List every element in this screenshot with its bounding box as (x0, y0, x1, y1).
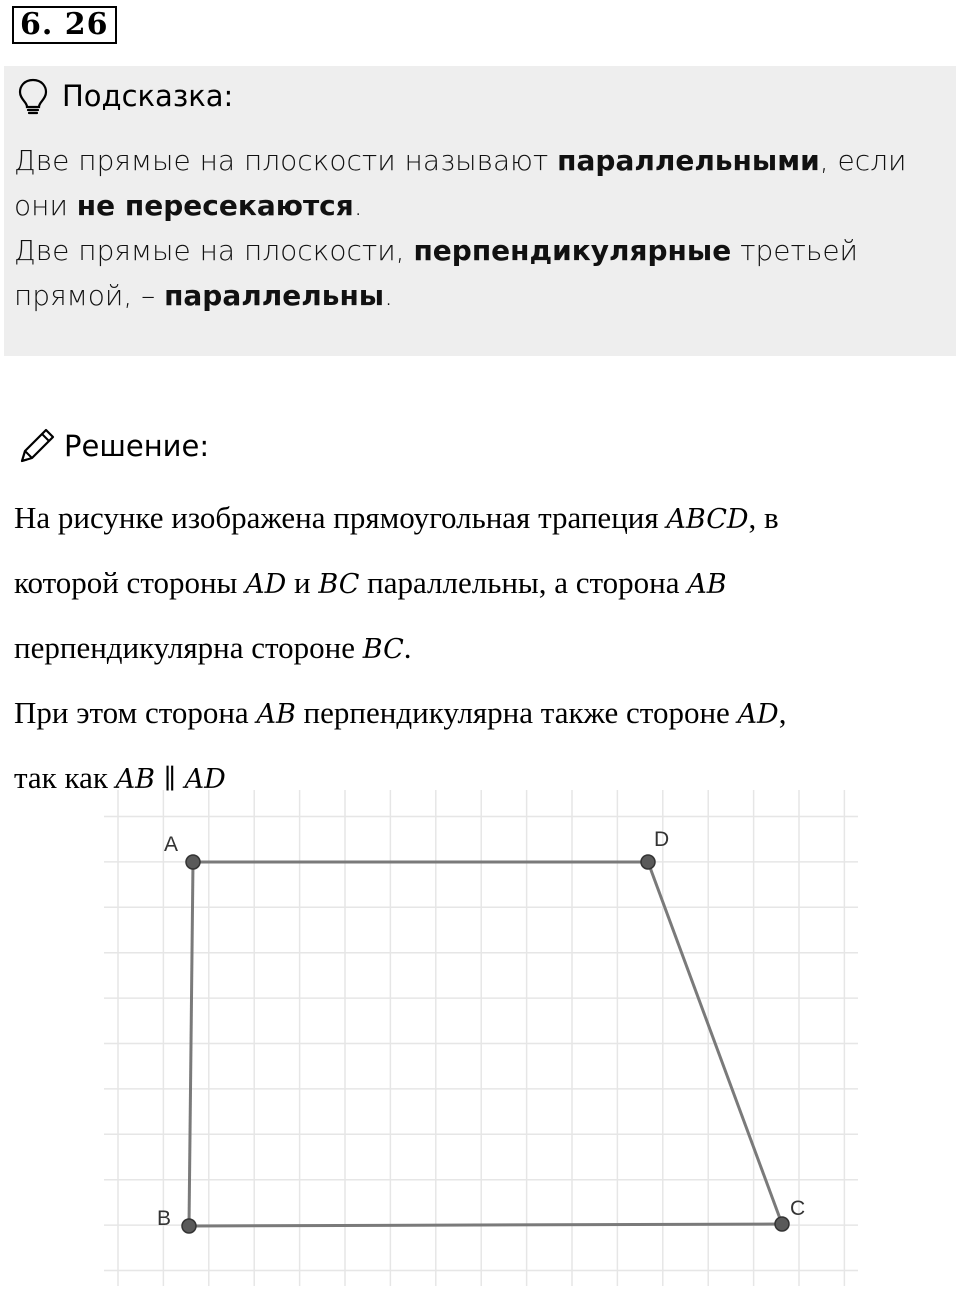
solution-line-1: На рисунке изображена прямоугольная трапеция ABCD, в (14, 500, 779, 535)
grid-lines (104, 790, 858, 1286)
hint-title: Подсказка: (62, 79, 234, 113)
side-ab (189, 862, 193, 1226)
point-d (641, 855, 655, 869)
solution-title: Решение: (64, 429, 210, 463)
solution-line-3: перпендикулярна стороне BC. (14, 630, 412, 665)
point-b (182, 1219, 196, 1233)
point-c (775, 1217, 789, 1231)
solution-line-5: так как AB ∥ AD (14, 760, 226, 795)
label-c: C (790, 1197, 806, 1220)
label-d: D (654, 828, 670, 851)
solution-line-4: При этом сторона AB перпендикулярна также стороне AD, (14, 695, 787, 730)
hint-heading (16, 76, 233, 116)
label-a: A (164, 833, 179, 856)
point-a (186, 855, 200, 869)
solution-heading (16, 424, 209, 468)
task-number: 6. 26 (12, 6, 117, 44)
solution-text (14, 486, 949, 811)
lightbulb-icon (16, 77, 50, 115)
hint-text: Две прямые на плоскости называют параллельными, если они не пересекаются. Две прямые на плоскости, перпендикулярные третьей прямой, – параллельны. (14, 144, 907, 312)
label-b: B (157, 1207, 172, 1230)
trapezoid-figure (0, 786, 960, 1290)
solution-line-2: которой стороны AD и BC параллельны, а сторона AB (14, 565, 727, 600)
pencil-icon (16, 425, 58, 467)
side-bc (189, 1224, 782, 1226)
